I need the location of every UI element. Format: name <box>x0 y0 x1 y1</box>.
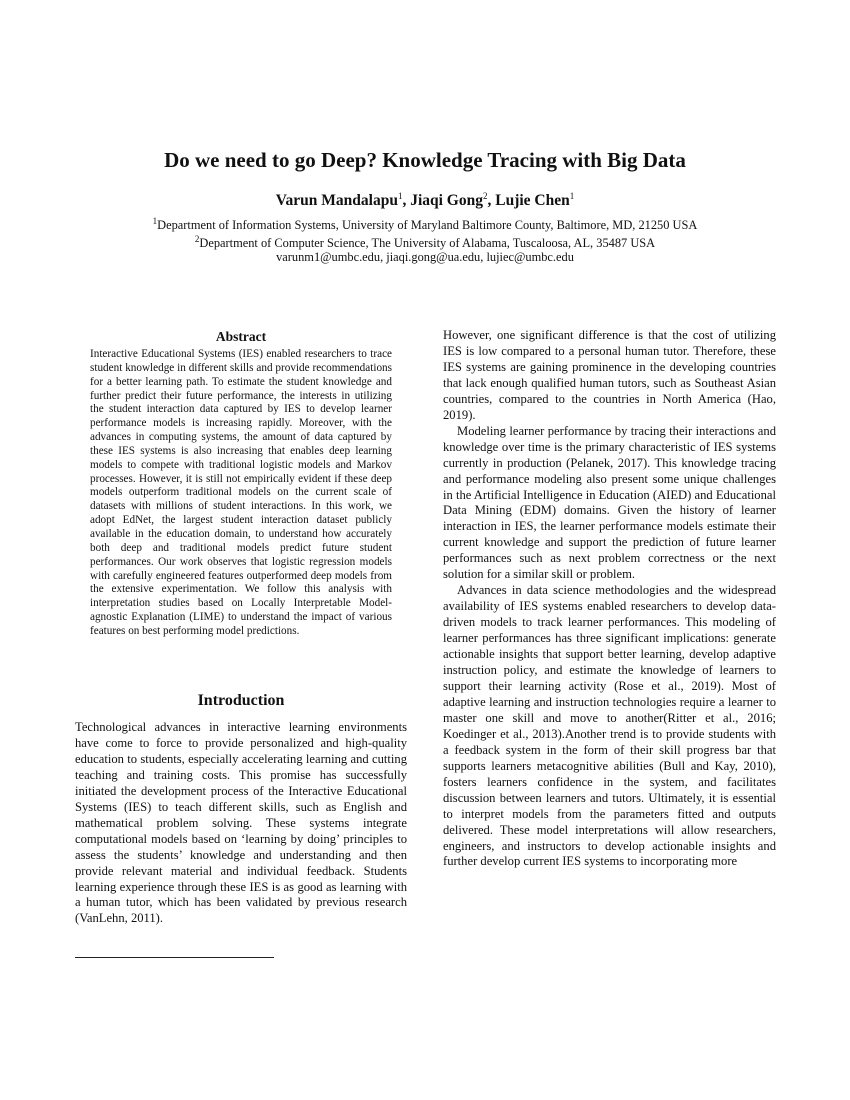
author-emails: varunm1@umbc.edu, jiaqi.gong@ua.edu, lujiec@umbc.edu <box>276 250 574 264</box>
affiliation-2 <box>0 233 850 251</box>
author-name: Jiaqi Gong <box>410 192 483 209</box>
footnote-rule <box>75 957 274 958</box>
author-affiliation-marker: 2 <box>482 190 488 201</box>
introduction-text: Technological advances in interactive learning environments have come to force to provide personalized and high-quality education to students, especially accelerating learning and cutting teaching and training costs. This promise has successfully initiated the development process of the Interactive Educational Systems (IES) to teach different skills, such as English and mathematical problem solving. These systems integrate computational models based on ‘learning by doing’ principles to assess the students’ knowledge and understanding and then provide relevant material and individual feedback. Students learning experience through these IES is as good as learning with a human tutor, which has been validated by previous research (VanLehn, 2011). <box>75 720 407 926</box>
affiliation-marker: 2 <box>194 233 200 244</box>
affiliation-1 <box>0 215 850 233</box>
abstract-text: Interactive Educational Systems (IES) enabled researchers to trace student knowledge in different skills and provide recommendations for a better learning path. To estimate the student knowledge and further predict their future performance, the interests in utilizing the student interaction data captured by IES to develop learner performance models is increasing rapidly. Moreover, with the advances in computing systems, the amount of data captured by these IES systems is also increasing that enables deep learning models to compete with traditional logistic models and Markov processes. However, it is still not empirically evident if these deep models outperform traditional models on the current scale of datasets with millions of student interactions. In this work, we adopt EdNet, the largest student interaction dataset publicly available in the education domain, to understand how accurately both deep and traditional models predict future student performances. Our work observes that logistic regression models with carefully engineered features outperformed deep models from the extensive experimentation. We follow this analysis with interpretation studies based on Locally Interpretable Model-agnostic Explanation (LIME) to understand the impact of various features on best performing model predictions. <box>90 348 392 637</box>
author-name: Lujie Chen <box>495 192 570 209</box>
affiliation-marker: 1 <box>152 215 158 226</box>
right-column <box>443 328 776 870</box>
paragraph: However, one significant difference is that the cost of utilizing IES is low compared to a personal human tutor. Therefore, these IES systems are gaining prominence in the developing countries that lack enough qualified human tutors, such as Southeast Asian countries, compared to the countries in North America (Hao, 2019). <box>443 328 776 422</box>
affiliation-text: Department of Computer Science, The University of Alabama, Tuscaloosa, AL, 35487 USA <box>199 236 656 250</box>
author-affiliation-marker: 1 <box>569 190 575 201</box>
paper-title: Do we need to go Deep? Knowledge Tracing with Big Data <box>164 148 686 172</box>
author-list <box>0 192 850 210</box>
author-name: Varun Mandalapu <box>275 192 398 209</box>
affiliation-text: Department of Information Systems, University of Maryland Baltimore County, Baltimore, MD, 21250 USA <box>157 218 698 232</box>
paragraph: Advances in data science methodologies and the widespread availability of IES systems enabled researchers to develop data-driven models to track learner performances. This modeling of learner performances has three significant implications: generate actionable insights that support better learning, develop adaptive instruction policy, and estimate the knowledge of learners to support their learning activity (Rose et al., 2019). Most of adaptive learning and instruction technologies require a learner to master one skill and move to another(Ritter et al., 2016; Koedinger et al., 2013).Another trend is to provide students with a feedback system in the form of their skill progress bar that supports learners metacognitive abilities (Bull and Kay, 2010), fosters learners confidence in the system, and facilitates discussion between learners and tutors. Ultimately, it is essential to interpret models from the parameters fitted and outputs delivered. These model interpretations will allow researchers, engineers, and instructors to develop actionable insights and further develop current IES systems to incorporating more <box>443 583 776 869</box>
paragraph: Modeling learner performance by tracing their interactions and knowledge over time is the primary characteristic of IES systems currently in production (Pelanek, 2017). This knowledge tracing and performance modeling also present some unique challenges in the Artificial Intelligence in Education (AIED) and Educational Data Mining (EDM) domains. Given the history of learner interaction in IES, the learner performance models estimate their current knowledge and support the prediction of future learner performances such as next problem correctness or the next solution for a similar skill or problem. <box>443 423 776 582</box>
author-separator: , <box>402 192 411 209</box>
author-separator: , <box>487 192 496 209</box>
abstract-heading: Abstract <box>215 329 267 344</box>
introduction-heading: Introduction <box>197 692 285 709</box>
author-affiliation-marker: 1 <box>397 190 403 201</box>
